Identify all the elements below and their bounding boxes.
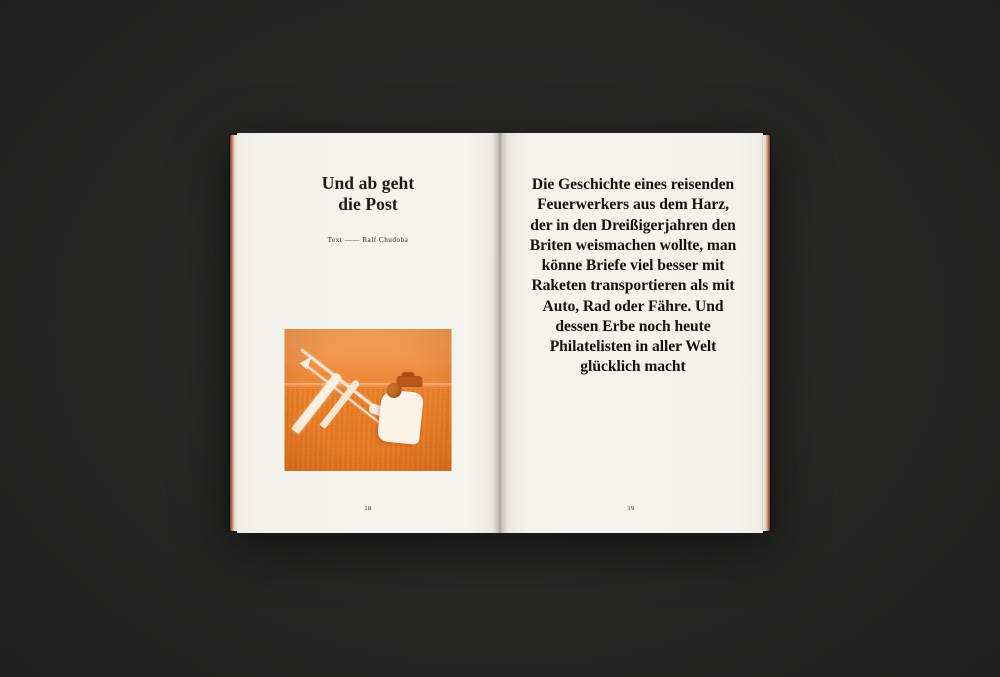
- chapter-title-line-2: die Post: [338, 193, 398, 214]
- photo-artwork: [285, 329, 452, 471]
- article-photo: [285, 329, 452, 471]
- photo-grain-texture: [285, 329, 452, 471]
- page-edge-right: [763, 135, 770, 531]
- page-number-right: 19: [627, 505, 635, 512]
- open-book-spread: [237, 133, 763, 533]
- chapter-title-line-1: Und ab geht: [321, 173, 415, 193]
- left-page: [237, 133, 499, 533]
- page-number-left: 18: [364, 505, 372, 512]
- byline: Text —— Ralf Chudoba: [327, 236, 409, 245]
- page-title: [271, 173, 465, 214]
- page-edge-left: [230, 135, 237, 531]
- standfirst-text: Die Geschichte eines reisenden Feuerwerkers aus dem Harz, der in den Dreißigerjahren den Briten weismachen wollte, man könne Briefe viel besser mit Raketen transportieren als mit Auto, Rad oder Fähre. Und dessen Erbe noch heute Philatelisten in aller Welt glücklich macht: [529, 176, 737, 376]
- right-page: [499, 133, 763, 533]
